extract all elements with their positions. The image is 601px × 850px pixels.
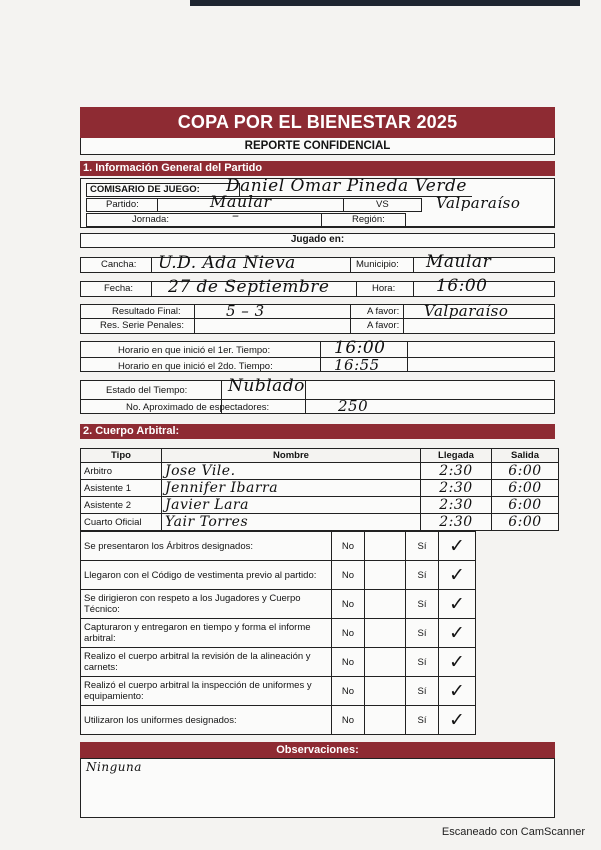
nombre-cell: Yair Torres xyxy=(162,514,421,531)
table-row xyxy=(81,514,559,531)
penales-label: Res. Serie Penales: xyxy=(100,320,184,331)
observaciones-text: Ninguna xyxy=(86,760,142,774)
inicio2-label: Horario en que inició el 2do. Tiempo: xyxy=(118,361,273,372)
si-label: Sí xyxy=(406,561,439,590)
no-checkbox[interactable] xyxy=(365,590,406,619)
jugado-en-label: Jugado en: xyxy=(290,234,345,245)
question-text: Utilizaron los uniformes designados: xyxy=(81,706,332,735)
hora-value: 16:00 xyxy=(436,276,488,296)
question-row xyxy=(81,648,476,677)
table-row xyxy=(81,497,559,514)
fecha-value: 27 de Septiembre xyxy=(168,277,330,297)
inicio1-label: Horario en que inició el 1er. Tiempo: xyxy=(118,345,271,356)
tipo-cell: Arbitro xyxy=(81,463,162,480)
no-checkbox[interactable] xyxy=(365,706,406,735)
jornada-cell xyxy=(86,213,322,227)
question-text: Capturaron y entregaron en tiempo y forma el informe arbitral: xyxy=(81,619,332,648)
si-label: Sí xyxy=(406,619,439,648)
question-text: Se presentaron los Árbitros designados: xyxy=(81,532,332,561)
municipio-value: Maular xyxy=(426,252,492,272)
llegada-cell: 2:30 xyxy=(421,463,492,480)
no-checkbox[interactable] xyxy=(365,532,406,561)
no-checkbox[interactable] xyxy=(365,619,406,648)
afavor-value: Valparaíso xyxy=(424,302,509,320)
cancha-value: U.D. Ada Nieva xyxy=(158,253,296,273)
observaciones-box[interactable] xyxy=(80,758,555,818)
section1-heading: 1. Información General del Partido xyxy=(80,161,555,176)
question-row xyxy=(81,532,476,561)
municipio-label: Municipio: xyxy=(356,259,399,270)
resultado-label: Resultado Final: xyxy=(112,306,181,317)
question-text: Llegaron con el Código de vestimenta previo al partido: xyxy=(81,561,332,590)
scan-edge xyxy=(190,0,580,6)
si-checkmark-icon[interactable]: ✓ xyxy=(439,677,476,706)
tipo-cell: Asistente 2 xyxy=(81,497,162,514)
observaciones-heading: Observaciones: xyxy=(80,742,555,758)
away-team-value: Valparaíso xyxy=(436,194,521,212)
resultado-value: 5 – 3 xyxy=(226,302,265,320)
fecha-label: Fecha: xyxy=(104,283,134,294)
table-row xyxy=(81,463,559,480)
no-label: No xyxy=(332,561,365,590)
si-label: Sí xyxy=(406,532,439,561)
vs-label: VS xyxy=(376,199,389,210)
question-row xyxy=(81,590,476,619)
comisario-value: Daniel Omar Pineda Verde xyxy=(226,176,467,196)
document-title: COPA POR EL BIENESTAR 2025 xyxy=(80,107,555,138)
section2-heading: 2. Cuerpo Arbitral: xyxy=(80,424,555,439)
si-checkmark-icon[interactable]: ✓ xyxy=(439,532,476,561)
question-row xyxy=(81,677,476,706)
no-label: No xyxy=(332,590,365,619)
si-label: Sí xyxy=(406,706,439,735)
nombre-cell: Jose Vile. xyxy=(162,463,421,480)
llegada-cell: 2:30 xyxy=(421,497,492,514)
no-label: No xyxy=(332,619,365,648)
col-nombre-header: Nombre xyxy=(162,449,421,463)
no-label: No xyxy=(332,677,365,706)
jornada-label: Jornada: xyxy=(132,214,169,225)
estado-value: Nublado xyxy=(228,376,305,396)
inicio2-value: 16:55 xyxy=(334,356,380,374)
region-value-cell xyxy=(406,213,555,227)
region-label: Región: xyxy=(352,214,385,225)
no-label: No xyxy=(332,706,365,735)
espectadores-label: No. Aproximado de espectadores: xyxy=(126,402,270,413)
salida-cell: 6:00 xyxy=(492,514,559,531)
col-salida-header: Salida xyxy=(492,449,559,463)
si-checkmark-icon[interactable]: ✓ xyxy=(439,619,476,648)
nombre-cell: Javier Lara xyxy=(162,497,421,514)
si-checkmark-icon[interactable]: ✓ xyxy=(439,590,476,619)
col-tipo-header: Tipo xyxy=(81,449,162,463)
estado-label: Estado del Tiempo: xyxy=(106,385,188,396)
espectadores-value: 250 xyxy=(338,397,369,415)
salida-cell: 6:00 xyxy=(492,480,559,497)
si-label: Sí xyxy=(406,648,439,677)
question-row xyxy=(81,706,476,735)
question-text: Realizó el cuerpo arbitral la inspección de uniformes y equipamiento: xyxy=(81,677,332,706)
no-checkbox[interactable] xyxy=(365,648,406,677)
question-text: Se dirigieron con respeto a los Jugadores y Cuerpo Técnico: xyxy=(81,590,332,619)
arbitros-table xyxy=(80,448,559,531)
document-subtitle: REPORTE CONFIDENCIAL xyxy=(80,138,555,155)
si-checkmark-icon[interactable]: ✓ xyxy=(439,648,476,677)
no-checkbox[interactable] xyxy=(365,561,406,590)
arbitros-header-row xyxy=(81,449,559,463)
inicio1-value: 16:00 xyxy=(334,338,386,358)
questions-table xyxy=(80,531,476,735)
salida-cell: 6:00 xyxy=(492,463,559,480)
table-row xyxy=(81,480,559,497)
nombre-cell: Jennifer Ibarra xyxy=(162,480,421,497)
question-text: Realizo el cuerpo arbitral la revisión de la alineación y carnets: xyxy=(81,648,332,677)
question-row xyxy=(81,619,476,648)
si-checkmark-icon[interactable]: ✓ xyxy=(439,561,476,590)
jornada-value: – xyxy=(232,208,240,224)
si-label: Sí xyxy=(406,590,439,619)
si-checkmark-icon[interactable]: ✓ xyxy=(439,706,476,735)
tipo-cell: Cuarto Oficial xyxy=(81,514,162,531)
home-team-value: Maular xyxy=(210,192,272,211)
question-row xyxy=(81,561,476,590)
scanner-watermark: Escaneado con CamScanner xyxy=(441,826,585,838)
si-label: Sí xyxy=(406,677,439,706)
comisario-label: COMISARIO DE JUEGO: xyxy=(90,184,200,195)
tipo-cell: Asistente 1 xyxy=(81,480,162,497)
estado-divider xyxy=(80,399,555,400)
llegada-cell: 2:30 xyxy=(421,480,492,497)
col-llegada-header: Llegada xyxy=(421,449,492,463)
no-label: No xyxy=(332,532,365,561)
no-label: No xyxy=(332,648,365,677)
hora-label: Hora: xyxy=(372,283,396,294)
horarios-divider xyxy=(80,357,555,358)
no-checkbox[interactable] xyxy=(365,677,406,706)
partido-label: Partido: xyxy=(106,199,139,210)
cancha-label: Cancha: xyxy=(101,259,137,270)
salida-cell: 6:00 xyxy=(492,497,559,514)
llegada-cell: 2:30 xyxy=(421,514,492,531)
afavor-label: A favor: xyxy=(367,306,400,317)
afavor2-label: A favor: xyxy=(367,320,400,331)
